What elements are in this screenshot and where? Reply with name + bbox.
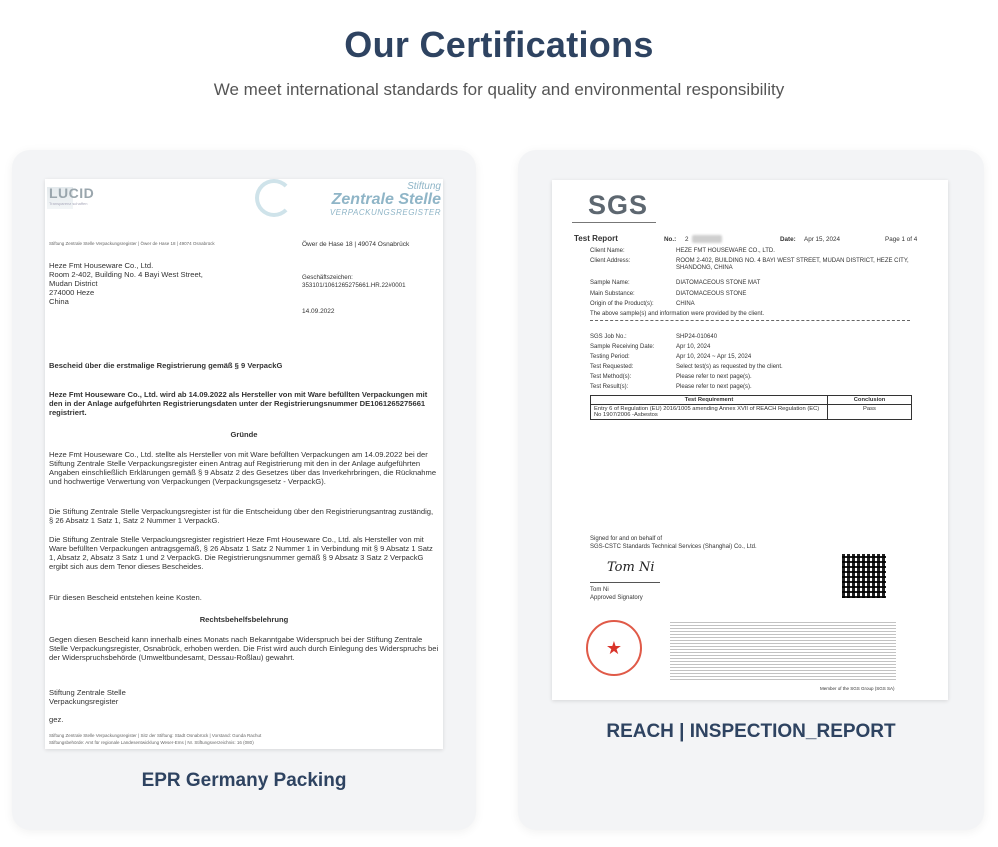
epr-certificate-image[interactable] <box>45 179 443 749</box>
reference-value: 353101/1061265275661.HR.22#0001 <box>302 282 406 289</box>
document-date: 14.09.2022 <box>302 308 335 315</box>
testing-period-label: Testing Period: <box>590 354 630 360</box>
reference-label: Geschäftszeichen: <box>302 274 353 281</box>
signature: Tom Ni <box>607 560 655 575</box>
terms-fine-print <box>670 620 896 680</box>
sign-line-3: gez. <box>49 715 64 724</box>
zsvr-logo-line3: VERPACKUNGSREGISTER <box>329 208 441 217</box>
test-method-label: Test Method(s): <box>590 374 632 380</box>
document-lead: Heze Fmt Houseware Co., Ltd. wird ab 14.09.2022 als Hersteller von mit Ware befüllten Verpackungen mit den in der Anlage aufgeführten Registrierungsdaten unter der Registrierungsnummer DE1061265275661 registriert. <box>49 390 428 417</box>
address-right: Öwer de Hase 18 | 49074 Osnabrück <box>302 241 410 248</box>
report-no-value: 2 <box>685 236 689 243</box>
zsvr-logo <box>330 181 441 217</box>
test-requested-label: Test Requested: <box>590 364 634 370</box>
client-name-value: HEZE FMT HOUSEWARE CO., LTD. <box>676 248 775 254</box>
member-line: Member of the SGS Group (SGS SA) <box>820 686 895 691</box>
job-no-value: SHP24-010640 <box>676 334 718 340</box>
signer-name: Tom Ni <box>590 587 609 593</box>
zsvr-logo-line2: Zentrale Stelle <box>331 191 441 208</box>
qr-code-icon <box>842 554 886 598</box>
recipient-address <box>49 261 289 306</box>
client-address-value: ROOM 2-402, BUILDING NO. 4 BAYI WEST STREET, MUDAN DISTRICT, HEZE CITY, SHANDONG, CHINA <box>676 258 909 271</box>
sgs-logo: SGS <box>588 190 649 220</box>
job-no-label: SGS Job No.: <box>590 334 627 340</box>
requirement-table <box>590 395 912 420</box>
lucid-logo-sub: Transparenz schaffen <box>49 201 88 206</box>
certification-card-epr[interactable] <box>12 150 476 830</box>
sample-name-label: Sample Name: <box>590 280 630 286</box>
main-substance-label: Main Substance: <box>590 291 635 297</box>
signed-on-behalf: Signed for and on behalf of <box>590 536 663 542</box>
zsvr-swoosh-icon <box>255 179 293 217</box>
footer-line-2: Stiftungsbehörde: Amt für regionale Landesentwicklung Weser-Ems | Nr. Stiftungsverzeichnis: 16 (080) <box>49 740 254 745</box>
sgs-logo-underline <box>572 222 656 223</box>
lucid-logo: LUCID <box>49 185 95 201</box>
main-substance-value: DIATOMACEOUS STONE <box>676 291 747 297</box>
test-requested-value: Select test(s) as requested by the client. <box>676 364 783 370</box>
signature-line <box>590 582 660 583</box>
reach-report-image[interactable] <box>552 180 948 700</box>
divider <box>590 320 910 321</box>
legal-heading: Rechtsbehelfsbelehrung <box>199 615 289 624</box>
recipient-line: China <box>49 297 69 306</box>
testing-period-value: Apr 10, 2024 ~ Apr 15, 2024 <box>676 354 752 360</box>
sample-name-value: DIATOMACEOUS STONE MAT <box>676 280 761 286</box>
origin-value: CHINA <box>676 301 695 307</box>
reasons-paragraph-3: Die Stiftung Zentrale Stelle Verpackungsregister registriert Heze Fmt Houseware Co., Ltd. als Hersteller von mit Ware befüllten Verpackungen antragsgemäß, § 26 Absatz 1 Satz 2 Nummer 1 in Verbindung mit § 9 Absatz 1 Satz 1, Absatz 2, Absatz 3 Satz 1 und 2 VerpackG. Die Registrierungsnummer gemäß § 9 Absatz 3 Satz 2 VerpackG ergibt sich aus dem Tenor dieses Bescheides. <box>49 535 433 571</box>
client-address-label: Client Address: <box>590 258 631 264</box>
card-caption-epr: EPR Germany Packing <box>141 770 347 791</box>
signer-title: Approved Signatory <box>590 595 643 601</box>
report-page: Page 1 of 4 <box>885 236 918 243</box>
report-title: Test Report <box>574 234 618 243</box>
recipient-line: Mudan District <box>49 279 98 288</box>
table-cell-conclusion: Pass <box>828 405 912 420</box>
receiving-date-label: Sample Receiving Date: <box>590 344 655 350</box>
table-cell-requirement: Entry 6 of Regulation (EU) 2016/1005 amending Annex XVII of REACH Regulation (EC) No 1907/2006 -Asbestos <box>591 405 828 420</box>
recipient-line: Room 2-402, Building No. 4 Bayi West Street, <box>49 270 203 279</box>
legal-paragraph: Gegen diesen Bescheid kann innerhalb eines Monats nach Bekanntgabe Widerspruch bei der Stiftung Zentrale Stelle Verpackungsregister, Osnabrück, erhoben werden. Die Frist wird auch durch Einlegung des Widerspruchs bei der Widerspruchsbehörde (Umweltbundesamt, Dessau-Roßlau) gewahrt. <box>49 635 439 662</box>
page-subtitle: We meet international standards for quality and environmental responsibility <box>213 80 785 99</box>
provided-note: The above sample(s) and information were provided by the client. <box>590 311 765 317</box>
card-caption-reach: REACH | INSPECTION_REPORT <box>606 721 896 742</box>
table-header-requirement: Test Requirement <box>591 396 828 405</box>
reasons-paragraph-1: Heze Fmt Houseware Co., Ltd. stellte als Hersteller von mit Ware befüllten Verpackungen am 14.09.2022 bei der Stiftung Zentrale Stelle Verpackungsregister einen Antrag auf Registrierung mit den in der Anlage aufgeführten Angaben einschließlich Erklärungen gemäß § 9 Absatz 2 des Gesetzes über das Inverkehrbringen, die Rücknahme und hochwertige Verwertung von Verpackungen (Verpackungsgesetz - VerpackG). <box>49 450 437 486</box>
sign-line-1: Stiftung Zentrale Stelle <box>49 688 126 697</box>
signed-company: SGS-CSTC Standards Technical Services (Shanghai) Co., Ltd. <box>590 544 757 550</box>
reasons-heading: Gründe <box>230 430 258 439</box>
reasons-paragraph-2: Die Stiftung Zentrale Stelle Verpackungsregister ist für die Entscheidung über den Registrierungsantrag zuständig, § 26 Absatz 1 Satz 1, Satz 2 Nummer 1 VerpackG. <box>49 507 434 525</box>
report-no-label: No.: <box>664 236 677 243</box>
document-subject: Bescheid über die erstmalige Registrierung gemäß § 9 VerpackG <box>49 361 283 370</box>
recipient-line: Heze Fmt Houseware Co., Ltd. <box>49 261 154 270</box>
test-result-value: Please refer to next page(s). <box>676 384 752 390</box>
zsvr-logo-line1: Stiftung <box>407 181 441 192</box>
report-date-label: Date: <box>780 236 796 243</box>
test-result-label: Test Result(s): <box>590 384 629 390</box>
table-header-conclusion: Conclusion <box>828 396 912 405</box>
certification-card-reach[interactable] <box>518 150 984 830</box>
report-date-value: Apr 15, 2024 <box>804 236 841 243</box>
sign-line-2: Verpackungsregister <box>49 697 119 706</box>
test-method-value: Please refer to next page(s). <box>676 374 752 380</box>
receiving-date-value: Apr 10, 2024 <box>676 344 711 350</box>
footer-line-1: Stiftung Zentrale Stelle Verpackungsregister | Sitz der Stiftung: Stadt Osnabrück | Vorstand: Gunda Rachut <box>49 733 262 738</box>
page-title: Our Certifications <box>344 24 654 65</box>
origin-label: Origin of the Product(s): <box>590 301 654 307</box>
recipient-line: 274000 Heze <box>49 288 95 297</box>
sender-line: Stiftung Zentrale Stelle Verpackungsregister | Öwer de Hase 18 | 49074 Osnabrück <box>49 241 215 246</box>
redacted-number <box>692 235 722 243</box>
reasons-paragraph-4: Für diesen Bescheid entstehen keine Kosten. <box>49 593 202 602</box>
client-name-label: Client Name: <box>590 248 625 254</box>
sgs-stamp-icon: ★ <box>586 620 642 676</box>
